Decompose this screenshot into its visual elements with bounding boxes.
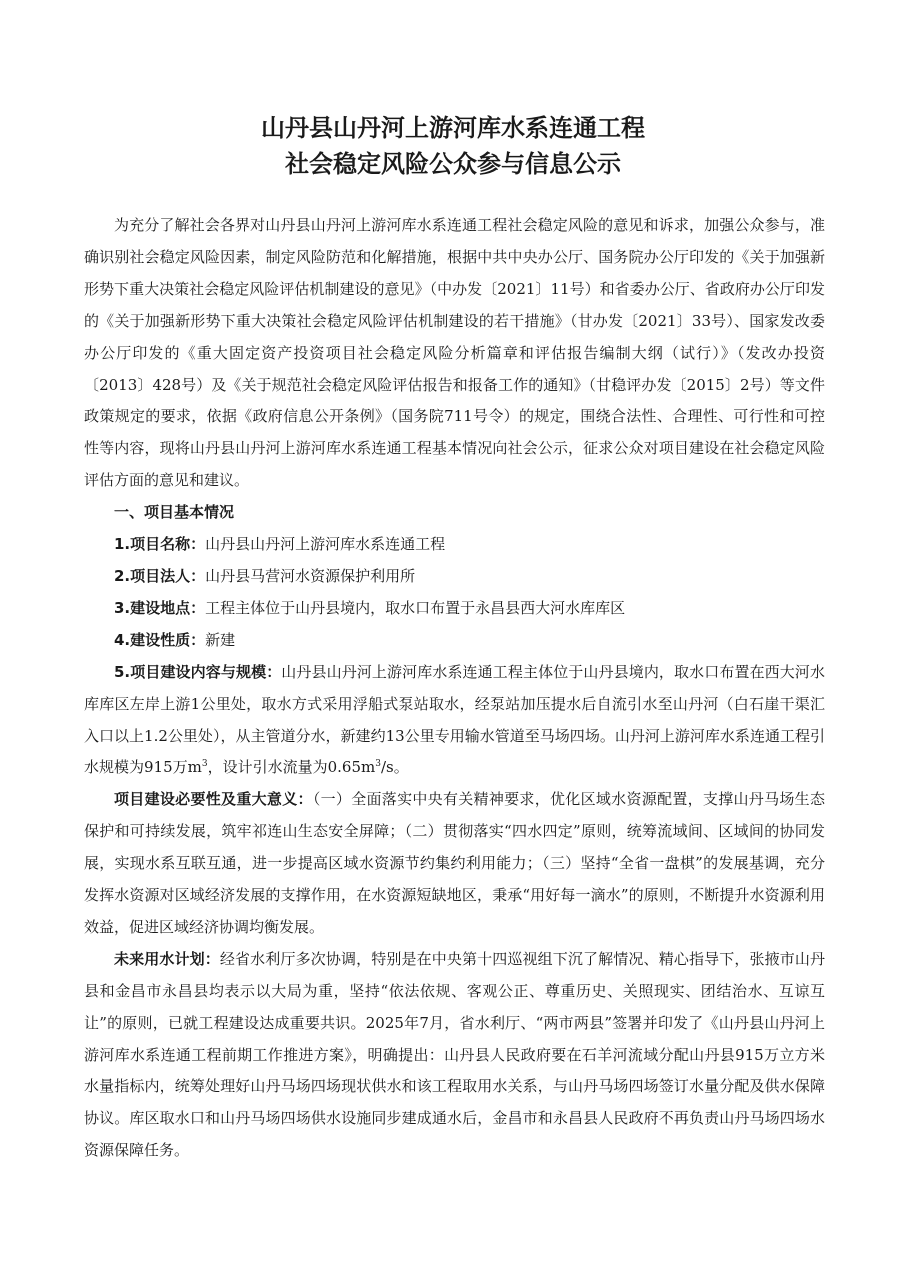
document-title-line1: 山丹县山丹河上游河库水系连通工程 — [261, 114, 645, 142]
item-value: 工程主体位于山丹县境内，取水口布置于永昌县西大河水库库区 — [205, 598, 626, 617]
intro-paragraph: 为充分了解社会各界对山丹县山丹河上游河库水系连通工程社会稳定风险的意见和诉求，加强公众参与，准确识别社会稳定风险因素，制定风险防范和化解措施，根据中共中央办公厅、国务院办公厅印发的《关于加强新形势下重大决策社会稳定风险评估机制建设的意见》（中办发〔2021〕11号）和省委办公厅、省政府办公厅印发的《关于加强新形势下重大决策社会稳定风险评估机制建设的若干措施》（甘办发〔2021〕33号）、国家发改委办公厅印发的《重大固定资产投资项目社会稳定风险分析篇章和评估报告编制大纲（试行）》（发改办投资〔2013〕428号）及《关于规范社会稳定风险评估报告和报备工作的通知》（甘稳评办发〔2015〕2号）等文件政策规定的要求，依据《政府信息公开条例》（国务院711号令）的规定，围绕合法性、合理性、可行性和可控性等内容，现将山丹县山丹河上游河库水系连通工程基本情况向社会公示，征求公众对项目建设在社会稳定风险评估方面的意见和建议。 — [84, 216, 825, 490]
item-value-cont: ，设计引水流量为0.65m — [207, 758, 376, 777]
future-plan-text: 经省水利厅多次协调，特别是在中央第十四巡视组下沉了解情况、精心指导下，张掖市山丹县和金昌市永昌县均表示以大局为重，坚持“依法依规、客观公正、尊重历史、关照现实、团结治水、互谅互让”的原则，已就工程建设达成重要共识。2025年7月，省水利厅、“两市两县”签署并印发了《山丹县山丹河上游河库水系连通工程前期工作推进方案》，明确提出：山丹县人民政府要在石羊河流域分配山丹县915万立方米水量指标内，统筹处理好山丹马场四场现状供水和该工程取用水关系，与山丹马场四场签订水量分配及供水保障协议。库区取水口和山丹马场四场供水设施同步建成通水后，金昌市和永昌县人民政府不再负责山丹马场四场水资源保障任务。 — [84, 949, 825, 1160]
future-plan-label: 未来用水计划： — [114, 949, 220, 968]
document-body — [84, 210, 825, 1167]
section-heading-basic-info — [84, 497, 825, 529]
section-heading-text: 一、项目基本情况 — [114, 503, 235, 522]
item-value: 山丹县山丹河上游河库水系连通工程 — [205, 535, 446, 554]
item-nature — [84, 625, 825, 657]
item-value: 新建 — [205, 630, 236, 649]
item-label: 1.项目名称： — [114, 535, 206, 554]
item-label: 2.项目法人： — [114, 566, 206, 585]
necessity-label: 项目建设必要性及重大意义： — [114, 790, 313, 809]
necessity-text: （一）全面落实中央有关精神要求，优化区域水资源配置，支撑山丹马场生态保护和可持续发展，筑牢祁连山生态安全屏障；（二）贯彻落实“四水四定”原则，统筹流域间、区域间的协同发展，实现水系互联互通，进一步提高区域水资源节约集约利用能力；（三）坚持“全省一盘棋”的发展基调，充分发挥水资源对区域经济发展的支撑作用，在水资源短缺地区，秉承“用好每一滴水”的原则，不断提升水资源利用效益，促进区域经济协调均衡发展。 — [84, 790, 825, 936]
item-value: 山丹县山丹河上游河库水系连通工程主体位于山丹县境内，取水口布置在西大河水库库区左岸上游1公里处，取水方式采用浮船式泵站取水，经泵站加压提水后自流引水至山丹河（白石崖干渠汇入口以上1.2公里处），从主管道分水，新建约13公里专用输水管道至马场四场。山丹河上游河库水系连通工程引水规模为915万m — [84, 662, 825, 777]
item-value: 山丹县马营河水资源保护利用所 — [205, 566, 416, 585]
item-scope — [84, 657, 825, 785]
item-project-owner — [84, 561, 825, 593]
item-location — [84, 593, 825, 625]
superscript: 3 — [375, 759, 381, 770]
document-title-line2: 社会稳定风险公众参与信息公示 — [285, 150, 621, 178]
item-project-name — [84, 529, 825, 561]
item-label: 4.建设性质： — [114, 630, 206, 649]
superscript: 3 — [201, 759, 208, 770]
necessity-paragraph — [84, 784, 825, 944]
item-label: 5.项目建设内容与规模： — [114, 662, 282, 681]
item-label: 3.建设地点： — [114, 598, 206, 617]
item-value-end: /s。 — [380, 758, 409, 777]
future-plan-paragraph — [84, 944, 825, 1167]
